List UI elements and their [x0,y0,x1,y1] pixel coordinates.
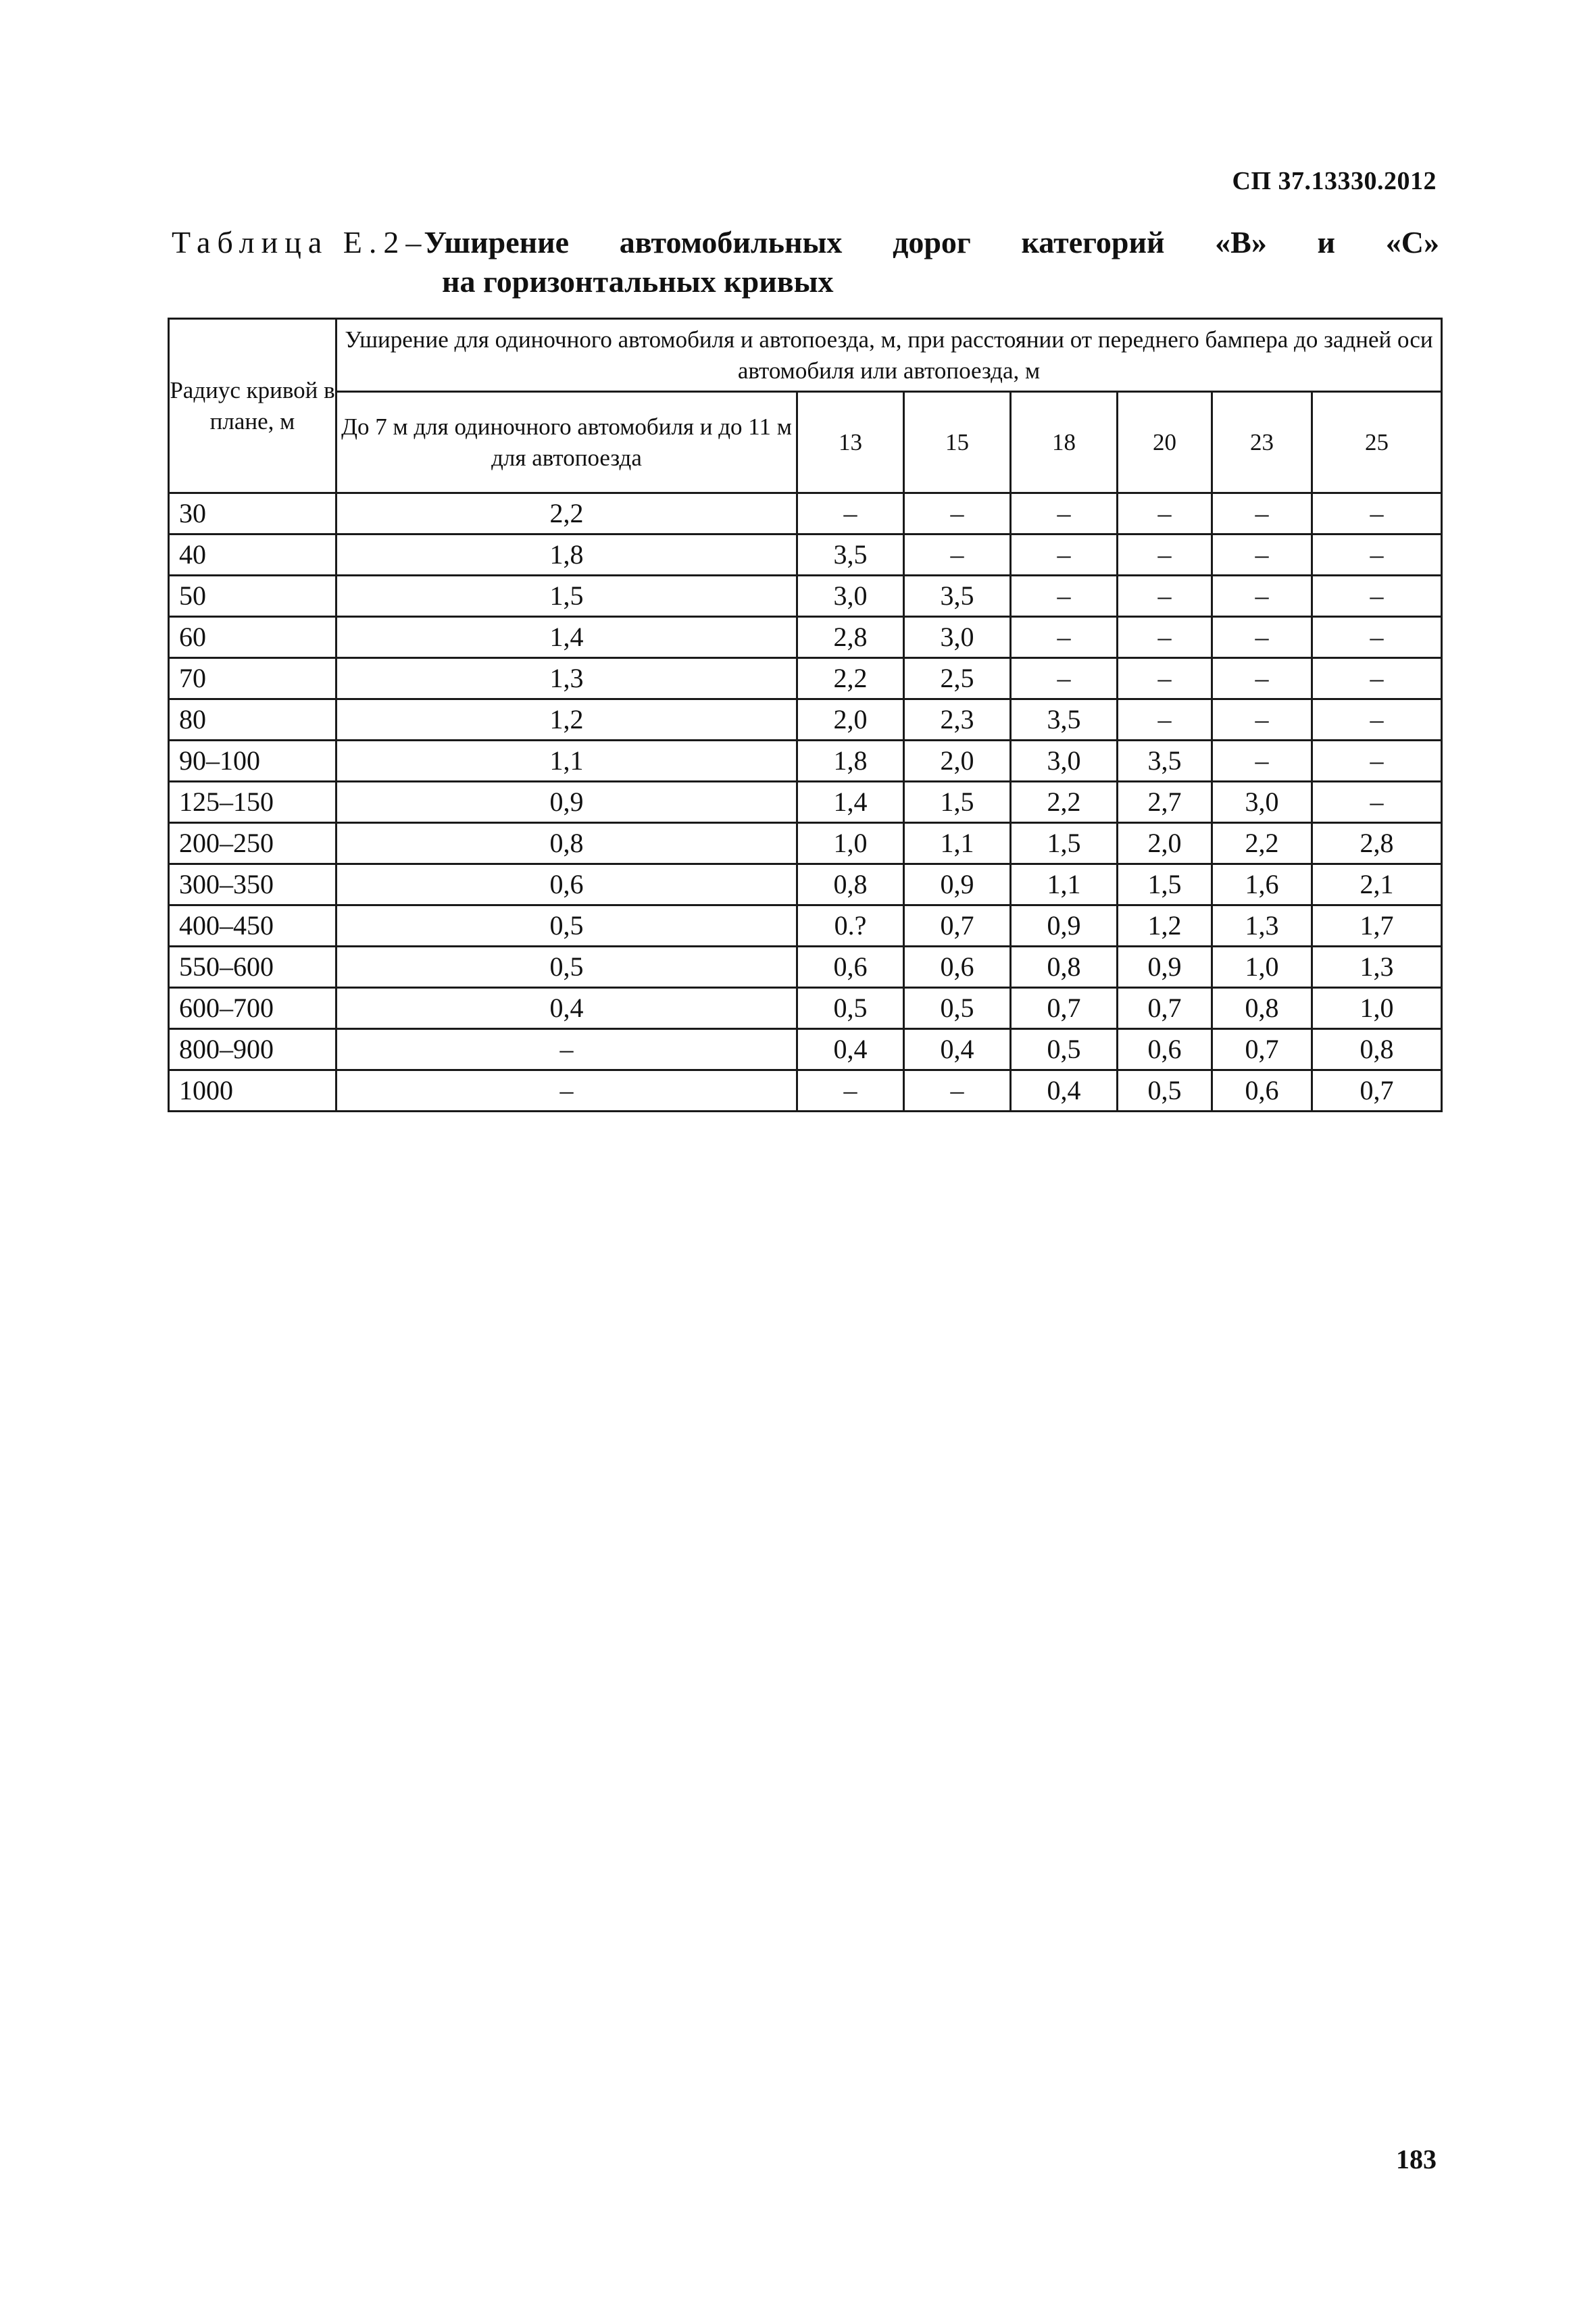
table-row [169,864,1442,905]
value-cell: 1,2 [336,699,797,741]
value-cell: 1,0 [1312,988,1442,1029]
radius-cell: 550–600 [169,947,336,988]
value-cell: 1,1 [904,823,1011,864]
page-number: 183 [1396,2144,1437,2174]
value-cell: 0,5 [1011,1029,1118,1070]
caption-word: Уширение [424,225,570,259]
caption-title [424,223,1439,262]
value-cell: – [1011,617,1118,658]
value-cell: 0,7 [1118,988,1212,1029]
value-cell: 0,5 [797,988,904,1029]
value-cell: 0,5 [1118,1070,1212,1112]
value-cell: – [904,493,1011,534]
value-cell: 2,0 [904,741,1011,782]
table-body [169,493,1442,1112]
value-cell: 0,7 [904,905,1011,947]
value-cell: 3,5 [904,576,1011,617]
radius-cell: 70 [169,658,336,699]
value-cell: 0,8 [336,823,797,864]
value-cell: – [1011,576,1118,617]
value-cell: 0,9 [904,864,1011,905]
value-cell: – [1118,658,1212,699]
value-cell: 0,4 [904,1029,1011,1070]
value-cell: – [1312,493,1442,534]
widening-table [168,318,1443,1112]
radius-cell: 50 [169,576,336,617]
table-row [169,699,1442,741]
table-row [169,617,1442,658]
value-cell: 0,4 [797,1029,904,1070]
value-cell: 1,1 [1011,864,1118,905]
value-cell: 0,8 [797,864,904,905]
value-cell: 1,1 [336,741,797,782]
caption-word: «С» [1385,225,1439,259]
value-cell: 0,6 [336,864,797,905]
table-row [169,658,1442,699]
value-cell: 0,7 [1011,988,1118,1029]
value-cell: 0,8 [1212,988,1312,1029]
value-cell: – [1312,617,1442,658]
header-col: 23 [1212,392,1312,493]
value-cell: 1,5 [336,576,797,617]
value-cell: 1,8 [336,534,797,576]
header-col: 18 [1011,392,1118,493]
caption-word: автомобильных [619,225,843,259]
value-cell: – [1011,534,1118,576]
value-cell: 3,0 [1011,741,1118,782]
value-cell: 3,5 [1118,741,1212,782]
value-cell: – [336,1029,797,1070]
value-cell: 3,5 [797,534,904,576]
radius-cell: 1000 [169,1070,336,1112]
value-cell: – [1312,699,1442,741]
value-cell: 0,5 [904,988,1011,1029]
value-cell: – [904,1070,1011,1112]
value-cell: 0,4 [1011,1070,1118,1112]
table-row [169,905,1442,947]
value-cell: 0,6 [904,947,1011,988]
value-cell: – [1312,534,1442,576]
value-cell: 1,3 [1312,947,1442,988]
value-cell: 0.? [797,905,904,947]
value-cell: 1,4 [336,617,797,658]
value-cell: 1,7 [1312,905,1442,947]
value-cell: – [1212,493,1312,534]
caption-prefix: Таблица Е.2 [172,225,406,259]
value-cell: – [336,1070,797,1112]
value-cell: 2,2 [336,493,797,534]
value-cell: 3,0 [797,576,904,617]
value-cell: 1,2 [1118,905,1212,947]
value-cell: 0,9 [1118,947,1212,988]
table-row [169,782,1442,823]
table-row [169,988,1442,1029]
value-cell: – [1312,576,1442,617]
header-widening-group: Уширение для одиночного автомобиля и автопоезда, м, при расстоянии от переднего бампера до задней оси автомобиля или автопоезда, м [336,319,1442,392]
value-cell: 0,5 [336,905,797,947]
value-cell: 1,3 [1212,905,1312,947]
radius-cell: 125–150 [169,782,336,823]
value-cell: 1,4 [797,782,904,823]
value-cell: – [1118,617,1212,658]
radius-cell: 800–900 [169,1029,336,1070]
value-cell: 1,0 [1212,947,1312,988]
radius-cell: 200–250 [169,823,336,864]
radius-cell: 40 [169,534,336,576]
header-col: 20 [1118,392,1212,493]
value-cell: – [1118,534,1212,576]
value-cell: 0,6 [797,947,904,988]
value-cell: 0,4 [336,988,797,1029]
value-cell: 1,0 [797,823,904,864]
value-cell: – [1011,658,1118,699]
value-cell: – [1312,782,1442,823]
value-cell: – [1212,658,1312,699]
value-cell: – [1118,576,1212,617]
value-cell: 0,9 [1011,905,1118,947]
value-cell: 0,6 [1212,1070,1312,1112]
value-cell: – [1212,534,1312,576]
header-first-col: До 7 м для одиночного автомобиля и до 11 м для автопоезда [336,392,797,493]
value-cell: 1,3 [336,658,797,699]
value-cell: – [1118,493,1212,534]
radius-cell: 30 [169,493,336,534]
value-cell: 2,2 [1212,823,1312,864]
radius-cell: 400–450 [169,905,336,947]
header-col: 13 [797,392,904,493]
value-cell: 2,0 [1118,823,1212,864]
caption-dash: – [405,225,422,259]
value-cell: 2,8 [797,617,904,658]
table-row [169,823,1442,864]
value-cell: 2,8 [1312,823,1442,864]
radius-cell: 600–700 [169,988,336,1029]
value-cell: – [1212,617,1312,658]
value-cell: 1,5 [1118,864,1212,905]
value-cell: 0,9 [336,782,797,823]
value-cell: – [1212,576,1312,617]
value-cell: 3,0 [1212,782,1312,823]
header-col: 15 [904,392,1011,493]
value-cell: – [1312,741,1442,782]
radius-cell: 80 [169,699,336,741]
value-cell: 1,8 [797,741,904,782]
radius-cell: 300–350 [169,864,336,905]
value-cell: – [797,493,904,534]
value-cell: – [1118,699,1212,741]
value-cell: 2,2 [797,658,904,699]
value-cell: 2,5 [904,658,1011,699]
value-cell: 1,5 [1011,823,1118,864]
radius-cell: 60 [169,617,336,658]
value-cell: 0,7 [1212,1029,1312,1070]
value-cell: 0,5 [336,947,797,988]
value-cell: 2,3 [904,699,1011,741]
value-cell: 3,5 [1011,699,1118,741]
value-cell: – [1312,658,1442,699]
value-cell: 2,2 [1011,782,1118,823]
value-cell: 2,1 [1312,864,1442,905]
value-cell: 2,0 [797,699,904,741]
caption-word: «В» [1215,225,1267,259]
caption-word: дорог [893,225,971,259]
caption-title-line2: на горизонтальных кривых [442,264,834,299]
caption-word: и [1317,225,1336,259]
caption-word: категорий [1021,225,1165,259]
table-caption [172,223,1439,301]
table-row [169,741,1442,782]
value-cell: 1,6 [1212,864,1312,905]
header-col: 25 [1312,392,1442,493]
document-code: СП 37.13330.2012 [1232,167,1437,195]
value-cell: 0,8 [1011,947,1118,988]
radius-cell: 90–100 [169,741,336,782]
value-cell: 0,8 [1312,1029,1442,1070]
value-cell: – [904,534,1011,576]
value-cell: 2,7 [1118,782,1212,823]
header-radius: Радиус кривой в плане, м [169,319,336,493]
value-cell: – [797,1070,904,1112]
table-row [169,534,1442,576]
value-cell: 0,7 [1312,1070,1442,1112]
value-cell: 1,5 [904,782,1011,823]
value-cell: – [1011,493,1118,534]
value-cell: – [1212,741,1312,782]
table-row [169,1029,1442,1070]
table-row [169,576,1442,617]
table-row [169,947,1442,988]
value-cell: 3,0 [904,617,1011,658]
value-cell: – [1212,699,1312,741]
table-row [169,1070,1442,1112]
table-row [169,493,1442,534]
value-cell: 0,6 [1118,1029,1212,1070]
